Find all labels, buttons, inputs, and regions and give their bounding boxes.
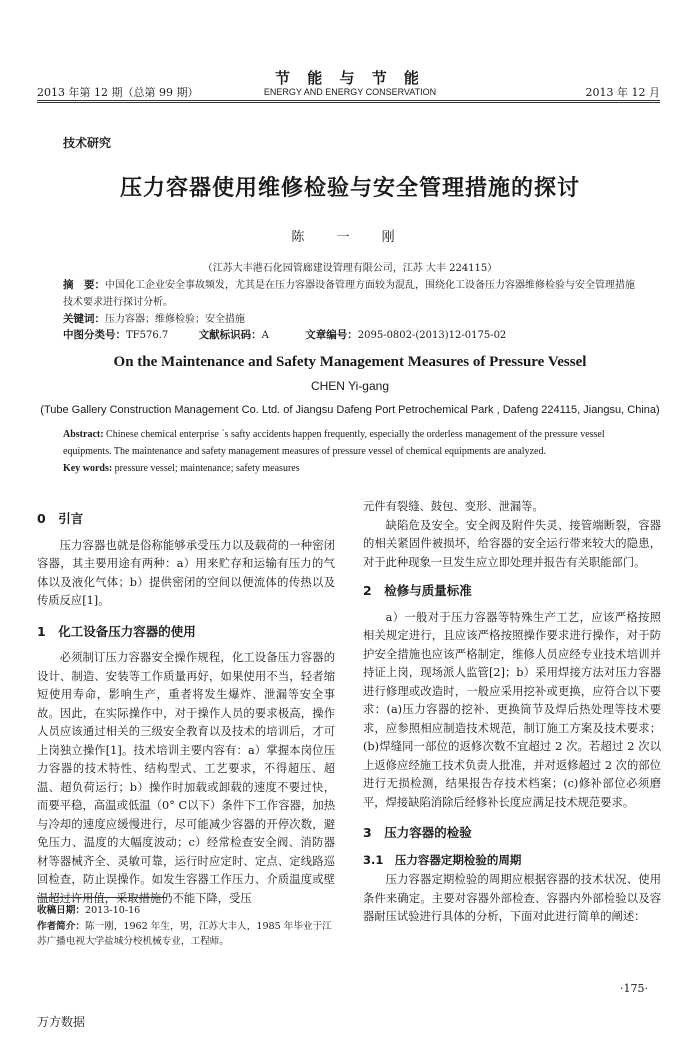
heading-section-2: 2 检修与质量标准 <box>363 583 472 598</box>
author-name: 陈 一 刚 <box>291 230 409 245</box>
abstract-label: 摘 要： <box>63 279 105 291</box>
bio-text: 陈一刚，1962 年生，男，江苏大丰人，1985 年毕业于江苏广播电视大学盐城分校机械专业，工程师。 <box>37 921 332 947</box>
english-affiliation: (Tube Gallery Construction Management Co. Ltd. of Jiangsu Dafeng Port Petrochemical Park , Dafeng 224115, Jiangsu, China) <box>40 404 660 416</box>
journal-title-en: ENERGY AND ENERGY CONSERVATION <box>263 87 437 97</box>
classification-line <box>63 327 643 344</box>
keywords-text: 压力容器；维修检验；安全措施 <box>105 314 245 325</box>
received-label: 收稿日期： <box>37 905 85 916</box>
heading-section-3: 3 压力容器的检验 <box>363 825 472 840</box>
paragraph-continued-1: 元件有裂缝、鼓包、变形、泄漏等。 <box>363 500 544 513</box>
paper-title: 压力容器使用维修检验与安全管理措施的探讨 <box>119 176 580 201</box>
doc-code-value: A <box>261 330 269 341</box>
section-label: 技术研究 <box>63 136 112 150</box>
right-column <box>363 498 661 927</box>
english-keywords-text: pressure vessel; maintenance; safety measures <box>114 463 300 474</box>
footnote-rule <box>37 897 167 898</box>
bio-label: 作者简介： <box>37 921 85 932</box>
header-rule-secondary <box>37 102 660 103</box>
english-keywords-label: Key words: <box>63 463 113 474</box>
left-column <box>37 510 335 908</box>
footnote-received <box>37 903 337 918</box>
class-value: TF576.7 <box>126 330 169 341</box>
footnote-bio <box>37 919 337 949</box>
author-affiliation: （江苏大丰港石化园管廊建设管理有限公司，江苏 大丰 224115） <box>202 263 498 274</box>
english-author: CHEN Yi-gang <box>310 379 390 393</box>
journal-title-cn: 节 能 与 节 能 <box>275 69 425 87</box>
heading-section-1: 1 化工设备压力容器的使用 <box>37 623 196 639</box>
doc-code-label: 文献标识码： <box>198 329 262 341</box>
english-title: On the Maintenance and Safety Management Measures of Pressure Vessel <box>113 354 587 370</box>
article-number-label: 文章编号： <box>305 329 358 341</box>
keywords-label: 关键词： <box>63 313 105 325</box>
abstract-text: 中国化工企业安全事故频发，尤其是在压力容器设备管理方面较为混乱，围绕化工设备压力容器维修检验与安全管理措施技术要求进行探讨分析。 <box>63 280 635 308</box>
watermark-text: 万方数据 <box>37 1015 86 1029</box>
english-abstract-label: Abstract: <box>63 429 104 440</box>
article-number-value: 2095-0802-(2013)12-0175-02 <box>357 330 507 341</box>
paragraph-continued-2: 缺陷危及安全。安全阀及附件失灵、接管端断裂，容器的相关紧固件被损坏，给容器的安全运行带来较大的隐患，对于此种现象一旦发生应立即处理并报告有关职能部门。 <box>363 518 661 569</box>
english-abstract-text: Chinese chemical enterprise ´s safty accidents happen frequently, especially the orderless management of the pressure vessel equipments. The maintenance and safety management measures of pressure vessel of chemical equipments are analyzed. <box>63 429 605 457</box>
class-label: 中图分类号： <box>63 329 126 341</box>
header-rule <box>37 100 660 101</box>
paragraph-section-3-1: 压力容器定期检验的周期应根据容器的技术状况、使用条件来确定。主要对容器外部检查、容器内外部检验以及容器耐压试验进行具体的分析，下面对此进行简单的阐述： <box>363 873 661 923</box>
heading-introduction: 0 引言 <box>37 511 84 526</box>
paragraph-section-2: a）一般对于压力容器等特殊生产工艺，应该严格按照相关规定进行，且应该严格按照操作要求进行操作，对于防护安全措施也应该严格制定，维修人员应经专业技术培训并持证上岗，现场派人监管[2]；b）采用焊接方法对压力容器进行修理或改造时，一般应采用挖补或更换，应符合以下要求：(a)压力容器的挖补、更换筒节及焊后热处理等技术要求，应参照相应制造技术规范，制订施工方案及技术要求；(b)焊缝同一部位的返修次数不宜超过 2 次。若超过 2 次以上返修应经施工技术负责人批准，并对返修超过 2 次的部位进行无损检测，结果报告存技术档案；(c)修补部位必须磨平，焊接缺陷消除后经修补长度应满足技术规范要求。 <box>363 610 661 809</box>
paragraph-introduction: 压力容器也就是俗称能够承受压力以及载荷的一种密闭容器，其主要用途有两种：a）用来贮存和运输有压力的气体以及液化气体；b）提供密闭的空间以便流体的传热以及传质反应[1]。 <box>37 538 335 607</box>
issue-date: 2013 年 12 月 <box>585 86 660 99</box>
heading-section-3-1: 3.1 压力容器定期检验的周期 <box>363 852 522 867</box>
abstract-cn <box>63 277 643 311</box>
issue-info: 2013 年第 12 期（总第 99 期） <box>37 86 199 99</box>
keywords-cn <box>63 311 643 328</box>
received-date: 2013-10-16 <box>84 905 141 916</box>
paragraph-section-1: 必须制订压力容器安全操作规程，化工设备压力容器的设计、制造、安装等工作质量再好，如果使用不当，轻者缩短使用寿命，影响生产，重者将发生爆炸、泄漏等安全事故。因此，在实际操作中，对于操作人员的要求极高，操作人员应该通过相关的三级安全教育以及技术的培训后，才可上岗独立操作[1]。技术培训主要内容有：a）掌握本岗位压力容器的技术特性、结构型式、工艺要求，不得超压、超温、超负荷运行；b）操作时加载或卸载的速度不要过快，而要平稳，高温或低温（0° C以下）条件下工作容器，加热与冷却的速度应缓慢进行，尽可能减少容器的开停次数，避免压力、温度的大幅度波动；c）经常检查安全阀、消防器材等器械齐全、灵敏可靠，运行时应定时、定点、定线路巡回检查，防止误操作。如发生容器工作压力、介质温度或壁温超过许用值，采取措施仍不能下降，受压 <box>37 651 335 905</box>
english-abstract <box>63 426 643 477</box>
page-number: ·175· <box>620 982 648 995</box>
